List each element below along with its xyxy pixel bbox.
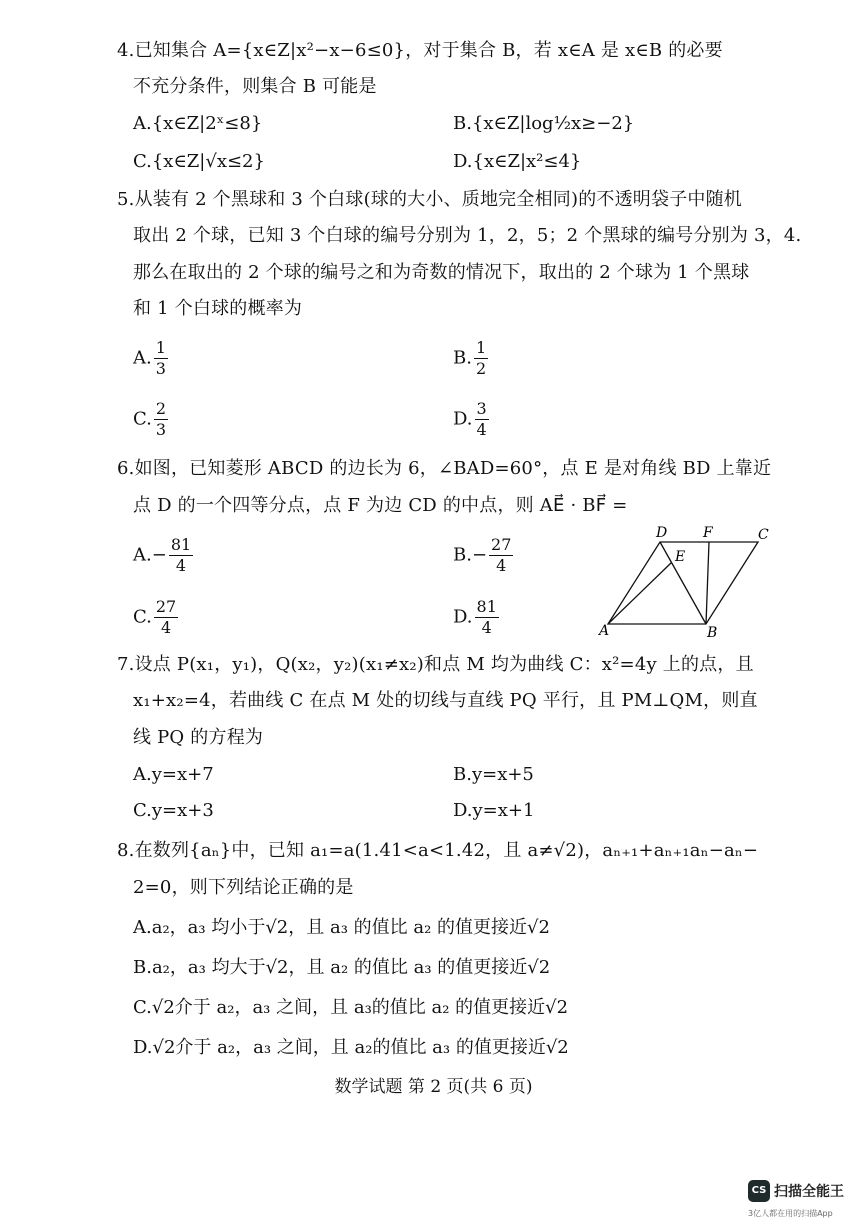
option-prefix: A. [133, 347, 152, 369]
numerator: 81 [170, 535, 192, 554]
rhombus-figure [598, 522, 778, 644]
q4-option-b: B.{x∈Z|log½x≥−2} [453, 113, 635, 134]
q8-option-d: D.√2介于 a₂，a₃ 之间，且 a₂的值比 a₃ 的值更接近√2 [133, 1037, 569, 1058]
fraction [154, 338, 168, 379]
fraction [475, 597, 499, 638]
denominator: 3 [155, 359, 166, 378]
segment-bf [706, 542, 709, 624]
q4-stem-line1: 4.已知集合 A={x∈Z|x²−x−6≤0}，对于集合 B，若 x∈A 是 x∈B 的必要 [117, 40, 723, 61]
label-e: E [675, 549, 686, 565]
q6-stem-line2: 点 D 的一个四等分点，点 F 为边 CD 的中点，则 AE⃗ · BF⃗ = [133, 495, 628, 516]
q7-option-d: D.y=x+1 [453, 800, 535, 821]
q5-stem-line1: 5.从装有 2 个黑球和 3 个白球(球的大小、质地完全相同)的不透明袋子中随机 [117, 189, 743, 210]
q7-option-a: A.y=x+7 [133, 764, 214, 785]
q5-stem-line2: 取出 2 个球，已知 3 个白球的编号分别为 1，2，5；2 个黑球的编号分别为 3，4. [133, 225, 802, 246]
q7-stem-line2: x₁+x₂=4，若曲线 C 在点 M 处的切线与直线 PQ 平行，且 PM⊥QM，则直 [133, 690, 758, 711]
label-a: A [599, 623, 610, 639]
q6-option-d [453, 597, 499, 638]
q5-option-b [453, 338, 488, 379]
fraction [154, 597, 178, 638]
numerator: 81 [476, 597, 497, 616]
numerator: 2 [155, 399, 167, 418]
denominator: 3 [155, 420, 167, 439]
q7-option-b: B.y=x+5 [453, 764, 534, 785]
option-prefix: D. [453, 606, 473, 628]
q4-stem-line2: 不充分条件，则集合 B 可能是 [133, 76, 377, 97]
denominator: 4 [160, 618, 172, 637]
fraction [169, 535, 193, 576]
numerator: 27 [155, 597, 177, 616]
q6-option-b [453, 535, 513, 576]
label-b: B [707, 625, 718, 641]
sign: − [471, 544, 488, 566]
page-footer: 数学试题 第 2 页(共 6 页) [334, 1077, 533, 1097]
fraction [475, 399, 489, 440]
denominator: 4 [476, 420, 487, 439]
q4-option-c: C.{x∈Z|√x≤2} [133, 151, 265, 172]
q8-option-c: C.√2介于 a₂，a₃ 之间，且 a₃的值比 a₂ 的值更接近√2 [133, 997, 569, 1018]
sign: − [151, 544, 167, 566]
q5-stem-line3: 那么在取出的 2 个球的编号之和为奇数的情况下，取出的 2 个球为 1 个黑球 [133, 262, 750, 283]
q8-stem-line1: 8.在数列{aₙ}中，已知 a₁=a(1.41<a<1.42，且 a≠√2)，aₙ₊₁+aₙ₊₁aₙ−aₙ− [117, 840, 759, 861]
denominator: 4 [481, 618, 492, 637]
option-prefix: C. [133, 408, 152, 430]
segment-ae [608, 563, 672, 625]
denominator: 4 [175, 556, 187, 575]
q8-option-b: B.a₂，a₃ 均大于√2，且 a₂ 的值比 a₃ 的值更接近√2 [133, 957, 551, 978]
q7-stem-line3: 线 PQ 的方程为 [133, 727, 264, 748]
fraction [154, 399, 168, 440]
camscanner-logo-icon: CS [748, 1180, 770, 1202]
numerator: 27 [491, 535, 512, 554]
denominator: 2 [475, 359, 487, 378]
option-prefix: B. [453, 347, 472, 369]
q8-option-a: A.a₂，a₃ 均小于√2，且 a₃ 的值比 a₂ 的值更接近√2 [133, 917, 550, 938]
option-prefix: C. [133, 606, 152, 628]
scanner-watermark [748, 1180, 863, 1220]
option-prefix: B. [453, 544, 472, 566]
fraction [489, 535, 513, 576]
denominator: 4 [496, 556, 507, 575]
q7-option-c: C.y=x+3 [133, 800, 214, 821]
q4-option-a: A.{x∈Z|2ˣ≤8} [133, 113, 263, 134]
label-d: D [656, 525, 668, 541]
numerator: 1 [155, 338, 166, 357]
watermark-tagline: 3亿人都在用的扫描App [748, 1209, 833, 1218]
fraction [474, 338, 488, 379]
option-prefix: A. [133, 544, 152, 566]
q5-option-c [133, 399, 168, 440]
q5-stem-line4: 和 1 个白球的概率为 [133, 298, 303, 319]
q5-option-d [453, 399, 489, 440]
watermark-brand: 扫描全能王 [774, 1184, 844, 1200]
q5-option-a [133, 338, 168, 379]
q7-stem-line1: 7.设点 P(x₁，y₁)，Q(x₂，y₂)(x₁≠x₂)和点 M 均为曲线 C：x²=4y 上的点，且 [117, 654, 754, 675]
q6-stem-line1: 6.如图，已知菱形 ABCD 的边长为 6，∠BAD=60°，点 E 是对角线 BD 上靠近 [117, 458, 772, 479]
numerator: 3 [476, 399, 487, 418]
option-prefix: D. [453, 408, 473, 430]
q4-option-d: D.{x∈Z|x²≤4} [453, 151, 582, 172]
numerator: 1 [475, 338, 487, 357]
q6-option-c [133, 597, 178, 638]
label-c: C [758, 527, 769, 543]
q8-stem-line2: 2=0，则下列结论正确的是 [133, 877, 354, 898]
q6-option-a [133, 535, 193, 576]
label-f: F [703, 525, 713, 541]
